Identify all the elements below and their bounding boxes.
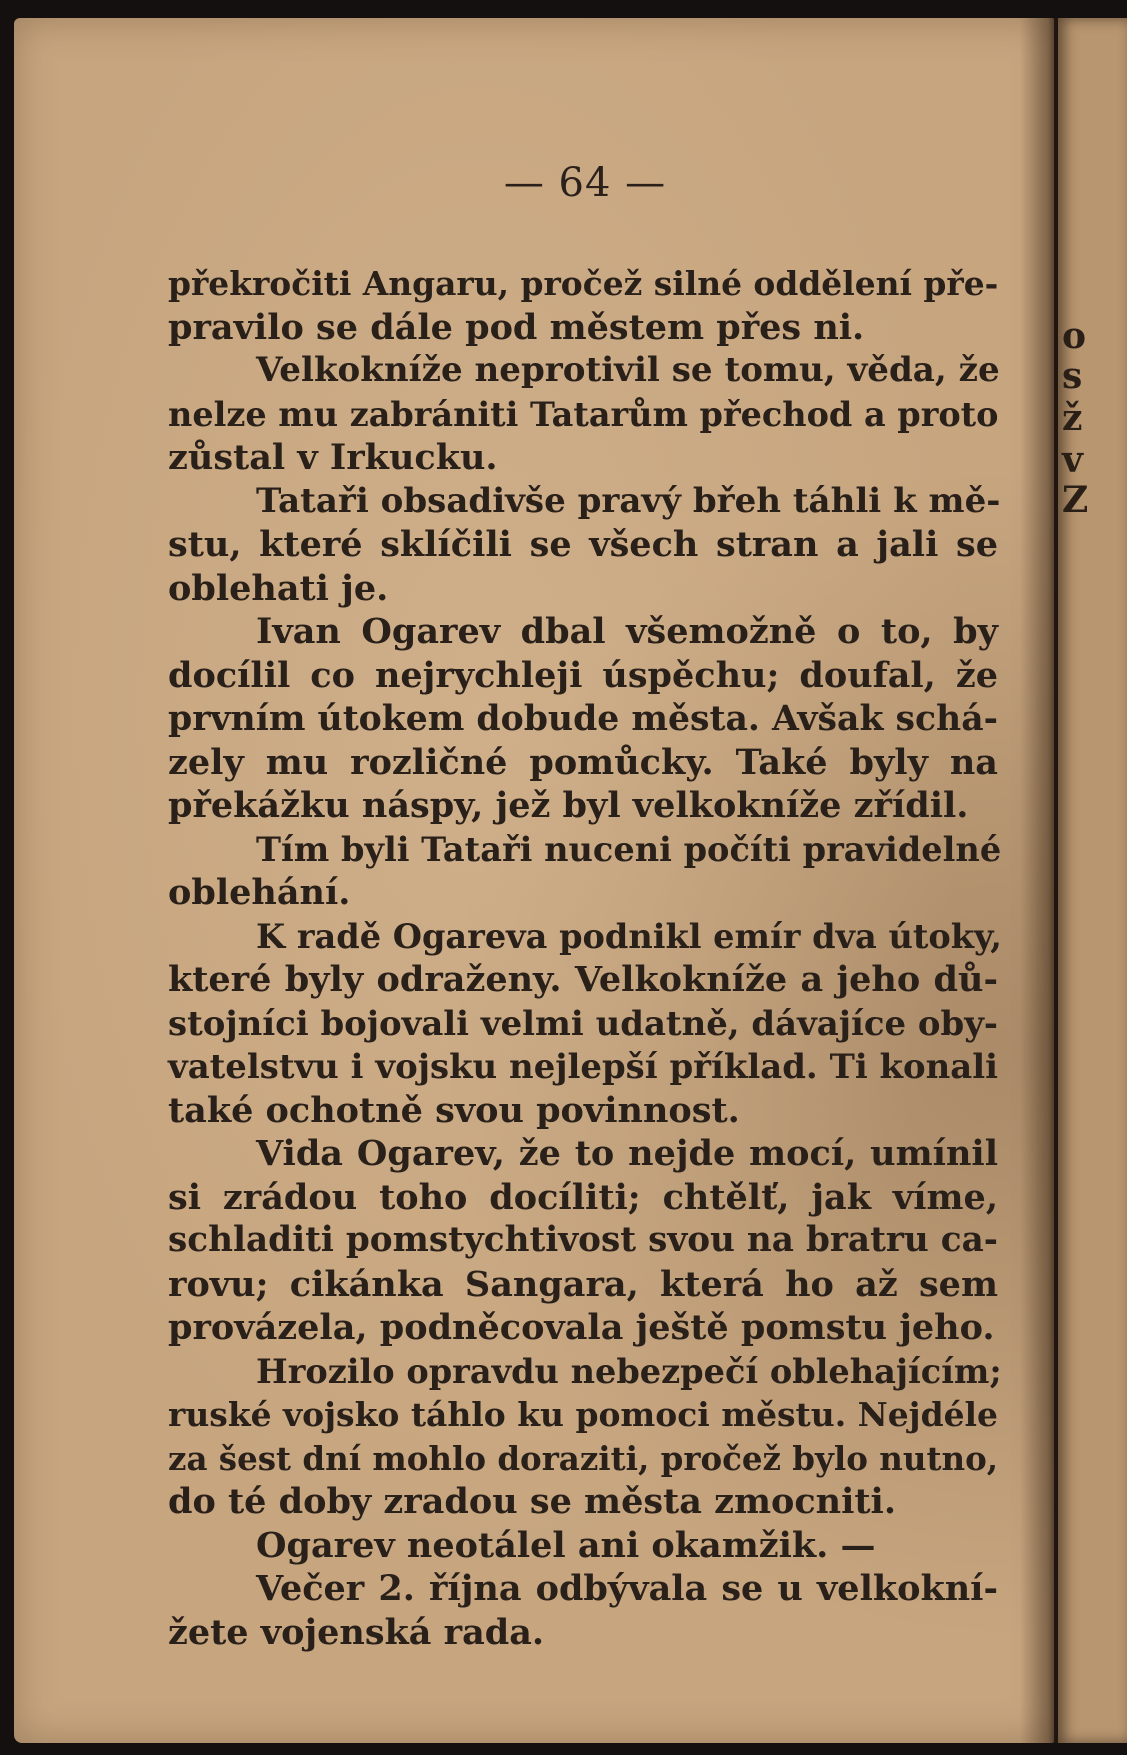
text-line: které byly odraženy. Velkokníže a jeho dů- [168, 959, 998, 1000]
text-line: Večer 2. října odbývala se u velkokní- [256, 1568, 998, 1609]
text-line: K radě Ogareva podnikl emír dva útoky, [256, 915, 1002, 956]
next-page-edge [1058, 18, 1127, 1743]
text-line: pravilo se dále pod městem přes ni. [168, 306, 865, 348]
next-page-glyph: o [1062, 315, 1087, 357]
next-page-glyph: s [1062, 355, 1083, 397]
text-line: zůstal v Irkucku. [168, 437, 498, 478]
text-line: překážku náspy, jež byl velkokníže zřídil. [168, 785, 969, 826]
text-line: Tím byli Tataři nuceni počíti pravidelné [256, 828, 1002, 869]
text-line: překročiti Angaru, pročež silné oddělení pře- [168, 264, 999, 303]
text-line: vatelstvu i vojsku nejlepší příklad. Ti konali [168, 1046, 998, 1086]
spine-shadow [1020, 18, 1060, 1743]
text-line: žete vojenská rada. [168, 1611, 545, 1653]
text-line: Ogarev neotálel ani okamžik. — [256, 1524, 876, 1566]
text-line: prvním útokem dobude města. Avšak schá- [168, 698, 998, 739]
text-line: Vida Ogarev, že to nejde mocí, umínil [256, 1133, 998, 1174]
text-line: Ivan Ogarev dbal všemožně o to, by [256, 611, 998, 652]
next-page-glyph: v [1062, 439, 1083, 481]
text-line: ruské vojsko táhlo ku pomoci městu. Nejdéle [168, 1395, 998, 1434]
text-line: za šest dní mohlo doraziti, pročež bylo nutno, [168, 1438, 999, 1478]
text-line: do té doby zradou se města zmocniti. [168, 1481, 897, 1522]
next-page-glyph: ž [1062, 397, 1083, 439]
text-line: oblehati je. [168, 567, 389, 609]
text-line: oblehání. [168, 872, 351, 913]
text-line: si zrádou toho docíliti; chtělť, jak víme, [168, 1176, 998, 1218]
text-line: rovu; cikánka Sangara, která ho až sem [168, 1263, 998, 1305]
text-line: stu, které sklíčili se všech stran a jali se [168, 524, 998, 565]
text-line: schladiti pomstychtivost svou na bratru ca- [168, 1220, 998, 1260]
text-line: Hrozilo opravdu nebezpečí oblehajícím; [256, 1350, 1002, 1391]
text-line: provázela, podněcovala ještě pomstu jeho. [168, 1307, 995, 1348]
text-line: stojníci bojovali velmi udatně, dávajíce oby- [168, 1002, 998, 1043]
page-number: — 64 — [503, 160, 667, 206]
next-page-glyph: Z [1062, 479, 1089, 521]
text-line: docílil co nejrychleji úspěchu; doufal, že [168, 654, 998, 696]
text-line: Tataři obsadivše pravý břeh táhli k mě- [256, 480, 1001, 521]
text-line: také ochotně svou povinnost. [168, 1089, 740, 1131]
text-line: Velkokníže neprotivil se tomu, věda, že [256, 350, 1000, 390]
body-text [168, 262, 1002, 1654]
text-line: nelze mu zabrániti Tatarům přechod a proto [168, 394, 999, 434]
text-line: zely mu rozličné pomůcky. Také byly na [168, 741, 998, 783]
